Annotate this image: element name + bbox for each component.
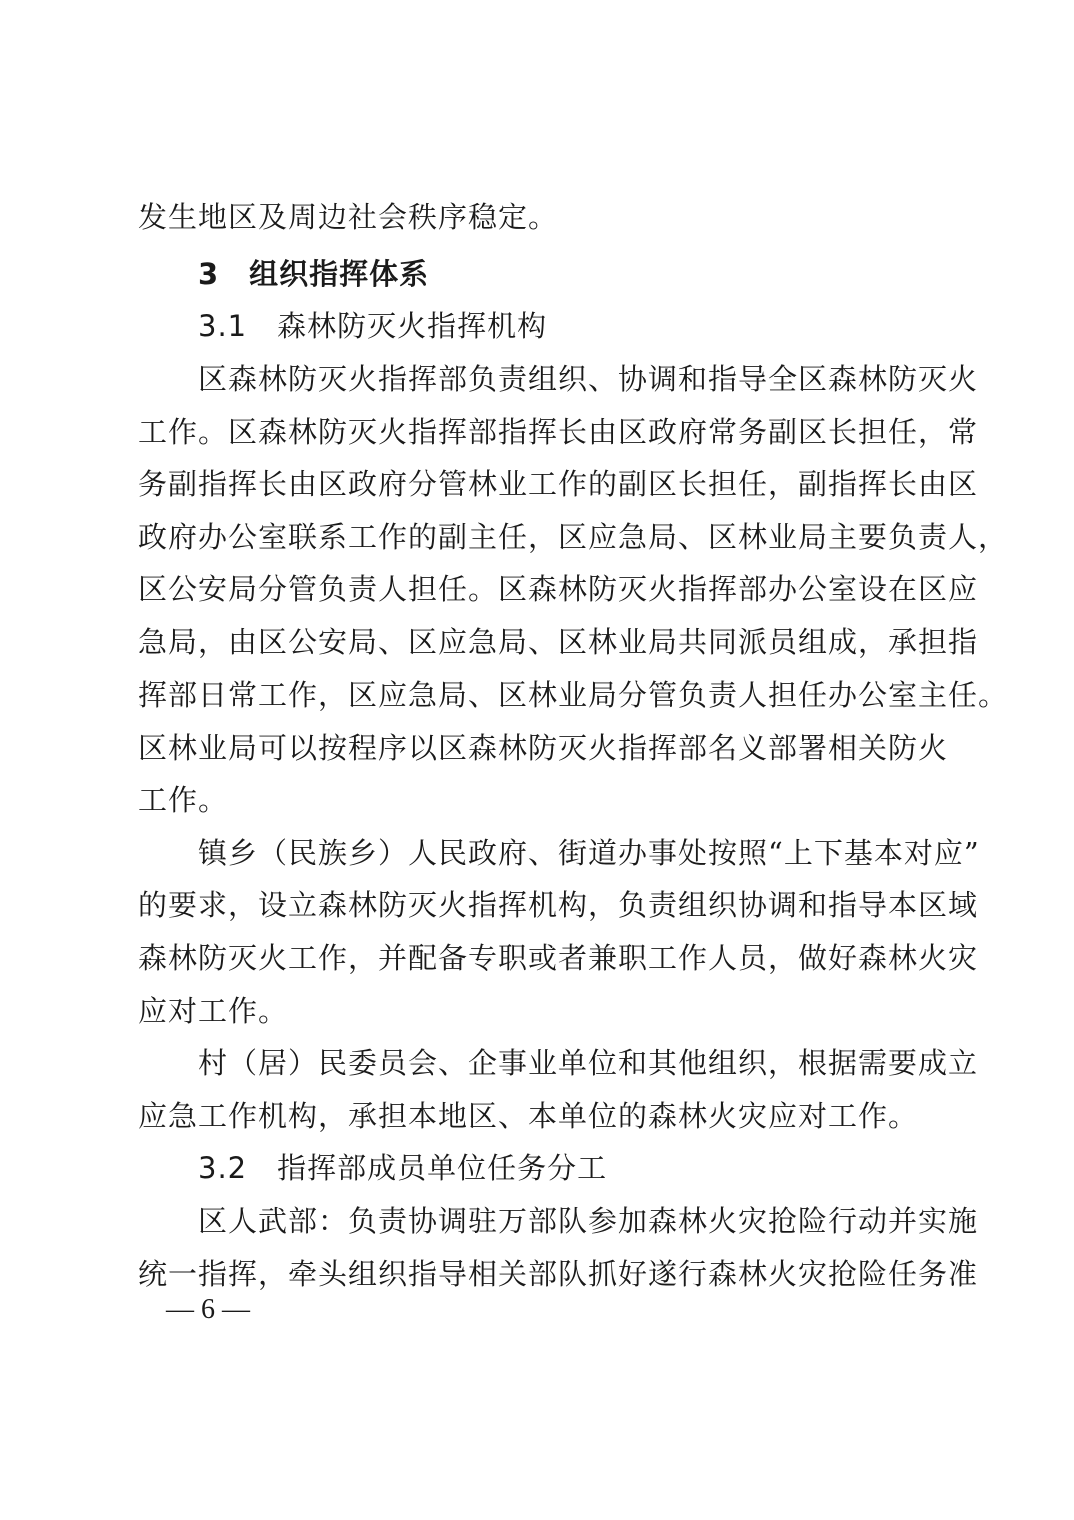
paragraph-line: 镇乡（民族乡）人民政府、街道办事处按照“上下基本对应” bbox=[198, 836, 980, 870]
paragraph-line: 工作。 bbox=[138, 783, 229, 817]
paragraph-line: 区林业局可以按程序以区森林防灭火指挥部名义部署相关防火 bbox=[138, 731, 949, 765]
section-heading-3: 3 组织指挥体系 bbox=[198, 257, 430, 291]
paragraph-line: 挥部日常工作，区应急局、区林业局分管负责人担任办公室主任。 bbox=[138, 678, 1009, 712]
paragraph-line: 村（居）民委员会、企事业单位和其他组织，根据需要成立 bbox=[198, 1046, 979, 1080]
paragraph-line: 急局，由区公安局、区应急局、区林业局共同派员组成，承担指 bbox=[138, 625, 979, 659]
paragraph-line: 务副指挥长由区政府分管林业工作的副区长担任，副指挥长由区 bbox=[138, 467, 979, 501]
subsection-heading-3-1: 3.1 森林防灭火指挥机构 bbox=[198, 309, 548, 343]
paragraph-line: 政府办公室联系工作的副主任，区应急局、区林业局主要负责人， bbox=[138, 520, 1009, 554]
paragraph-line: 工作。区森林防灭火指挥部指挥长由区政府常务副区长担任，常 bbox=[138, 415, 979, 449]
paragraph-continuation-line: 发生地区及周边社会秩序稳定。 bbox=[138, 200, 559, 234]
paragraph-line: 区森林防灭火指挥部负责组织、协调和指导全区森林防灭火 bbox=[198, 362, 979, 396]
paragraph-line: 区人武部：负责协调驻万部队参加森林火灾抢险行动并实施 bbox=[198, 1204, 979, 1238]
paragraph-line: 的要求，设立森林防灭火指挥机构，负责组织协调和指导本区域 bbox=[138, 888, 979, 922]
subsection-heading-3-2: 3.2 指挥部成员单位任务分工 bbox=[198, 1151, 608, 1185]
paragraph-line: 区公安局分管负责人担任。区森林防灭火指挥部办公室设在区应 bbox=[138, 572, 979, 606]
page-number: — 6 — bbox=[166, 1294, 250, 1325]
paragraph-line: 应对工作。 bbox=[138, 994, 289, 1028]
paragraph-line: 森林防灭火工作，并配备专职或者兼职工作人员，做好森林火灾 bbox=[138, 941, 979, 975]
paragraph-line: 应急工作机构，承担本地区、本单位的森林火灾应对工作。 bbox=[138, 1099, 919, 1133]
paragraph-line: 统一指挥，牵头组织指导相关部队抓好遂行森林火灾抢险任务准 bbox=[138, 1257, 979, 1291]
